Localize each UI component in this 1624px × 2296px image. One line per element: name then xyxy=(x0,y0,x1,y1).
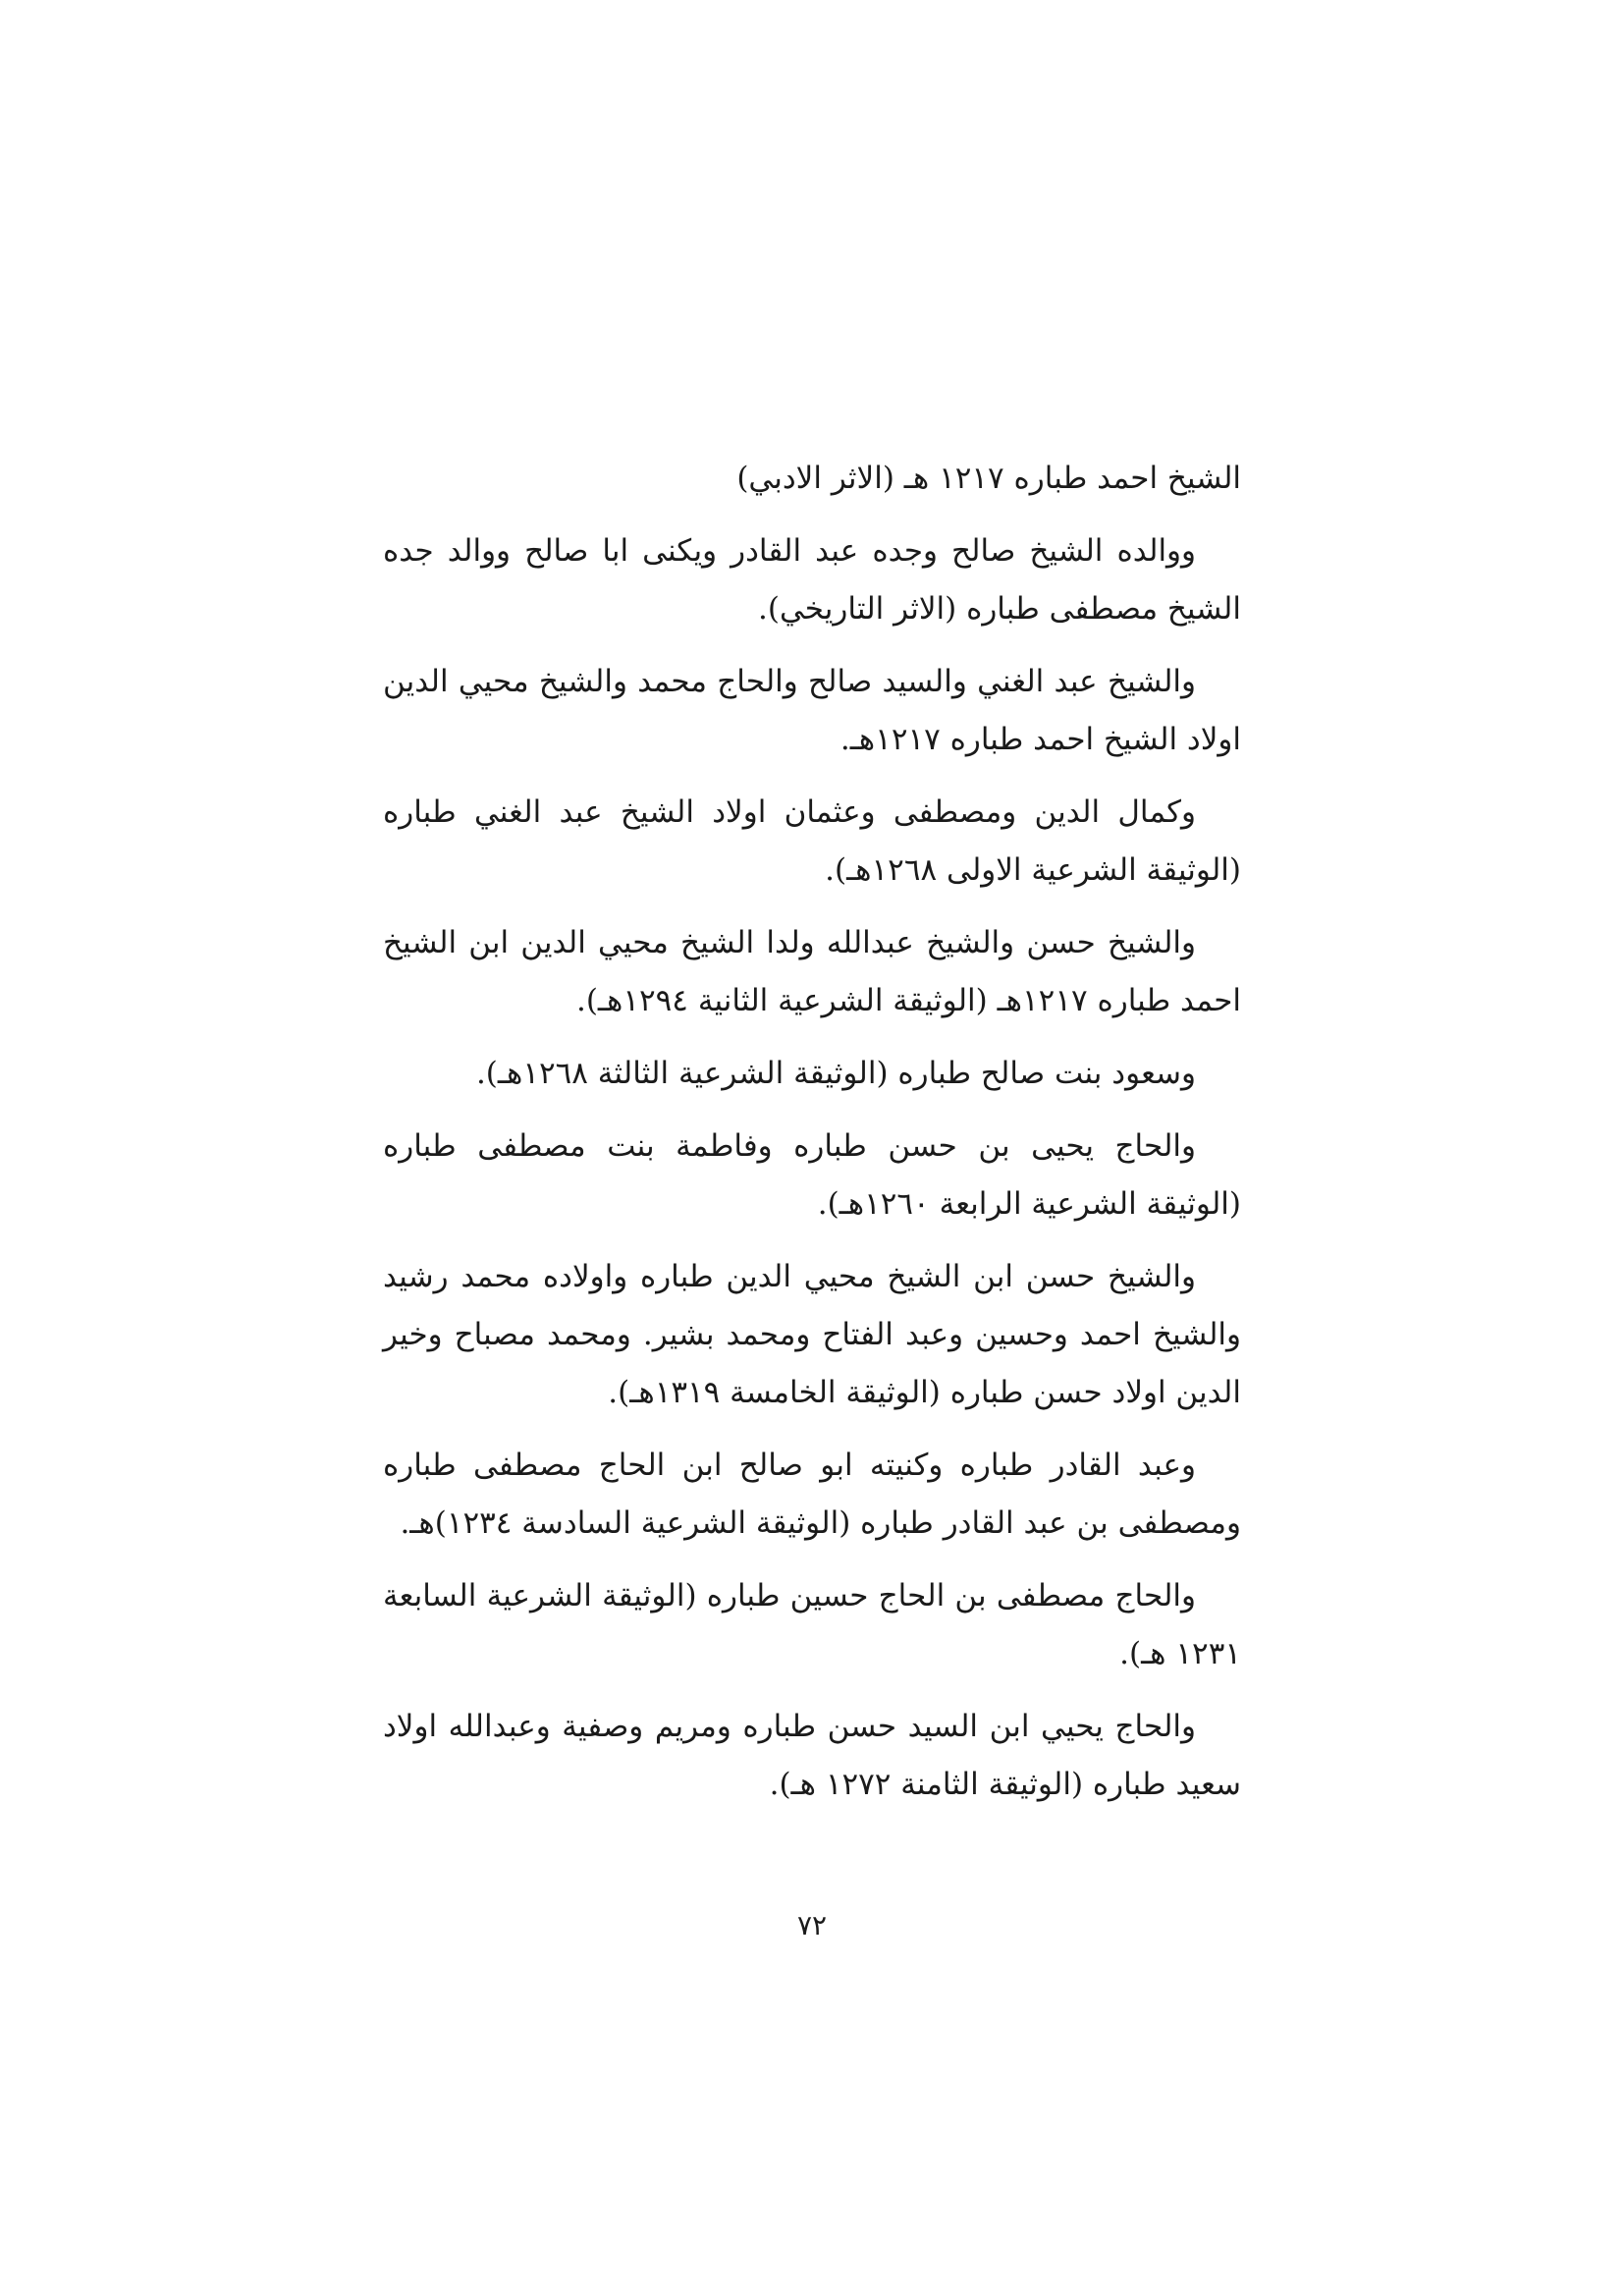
paragraph: والحاج يحيى بن حسن طباره وفاطمة بنت مصطفى طباره (الوثيقة الشرعية الرابعة ١٢٦٠هـ). xyxy=(383,1128,1241,1222)
paragraph: والشيخ حسن ابن الشيخ محيي الدين طباره واولاده محمد رشيد والشيخ احمد وحسين وعبد الفتاح ومحمد بشير. ومحمد مصباح وخير الدين اولاد حسن طباره (الوثيقة الخامسة ١٣١٩هـ). xyxy=(383,1259,1241,1410)
paragraph: والشيخ حسن والشيخ عبدالله ولدا الشيخ محيي الدين ابن الشيخ احمد طباره ١٢١٧هـ (الوثيقة الشرعية الثانية ١٢٩٤هـ). xyxy=(383,925,1241,1018)
page-number: ٧٢ xyxy=(796,1909,828,1941)
paragraph: والحاج مصطفى بن الحاج حسين طباره (الوثيقة الشرعية السابعة ١٢٣١ هـ). xyxy=(383,1578,1241,1671)
paragraph: الشيخ احمد طباره ١٢١٧ هـ (الاثر الادبي) xyxy=(736,461,1241,496)
paragraph: والشيخ عبد الغني والسيد صالح والحاج محمد والشيخ محيي الدين اولاد الشيخ احمد طباره ١٢١٧هـ. xyxy=(383,664,1241,757)
paragraph: وعبد القادر طباره وكنيته ابو صالح ابن الحاج مصطفى طباره ومصطفى بن عبد القادر طباره (الوثيقة الشرعية السادسة ١٢٣٤)هـ. xyxy=(383,1448,1241,1541)
paragraph: وسعود بنت صالح طباره (الوثيقة الشرعية الثالثة ١٢٦٨هـ). xyxy=(475,1056,1196,1091)
paragraph: ووالده الشيخ صالح وجده عبد القادر ويكنى ابا صالح ووالد جده الشيخ مصطفى طباره (الاثر التاريخي). xyxy=(383,533,1241,627)
paragraph: وكمال الدين ومصطفى وعثمان اولاد الشيخ عبد الغني طباره (الوثيقة الشرعية الاولى ١٢٦٨هـ). xyxy=(383,794,1241,888)
body-text xyxy=(383,450,1241,1829)
paragraph: والحاج يحيي ابن السيد حسن طباره ومريم وصفية وعبدالله اولاد سعيد طباره (الوثيقة الثامنة ١٢٧٢ هـ). xyxy=(383,1709,1241,1802)
